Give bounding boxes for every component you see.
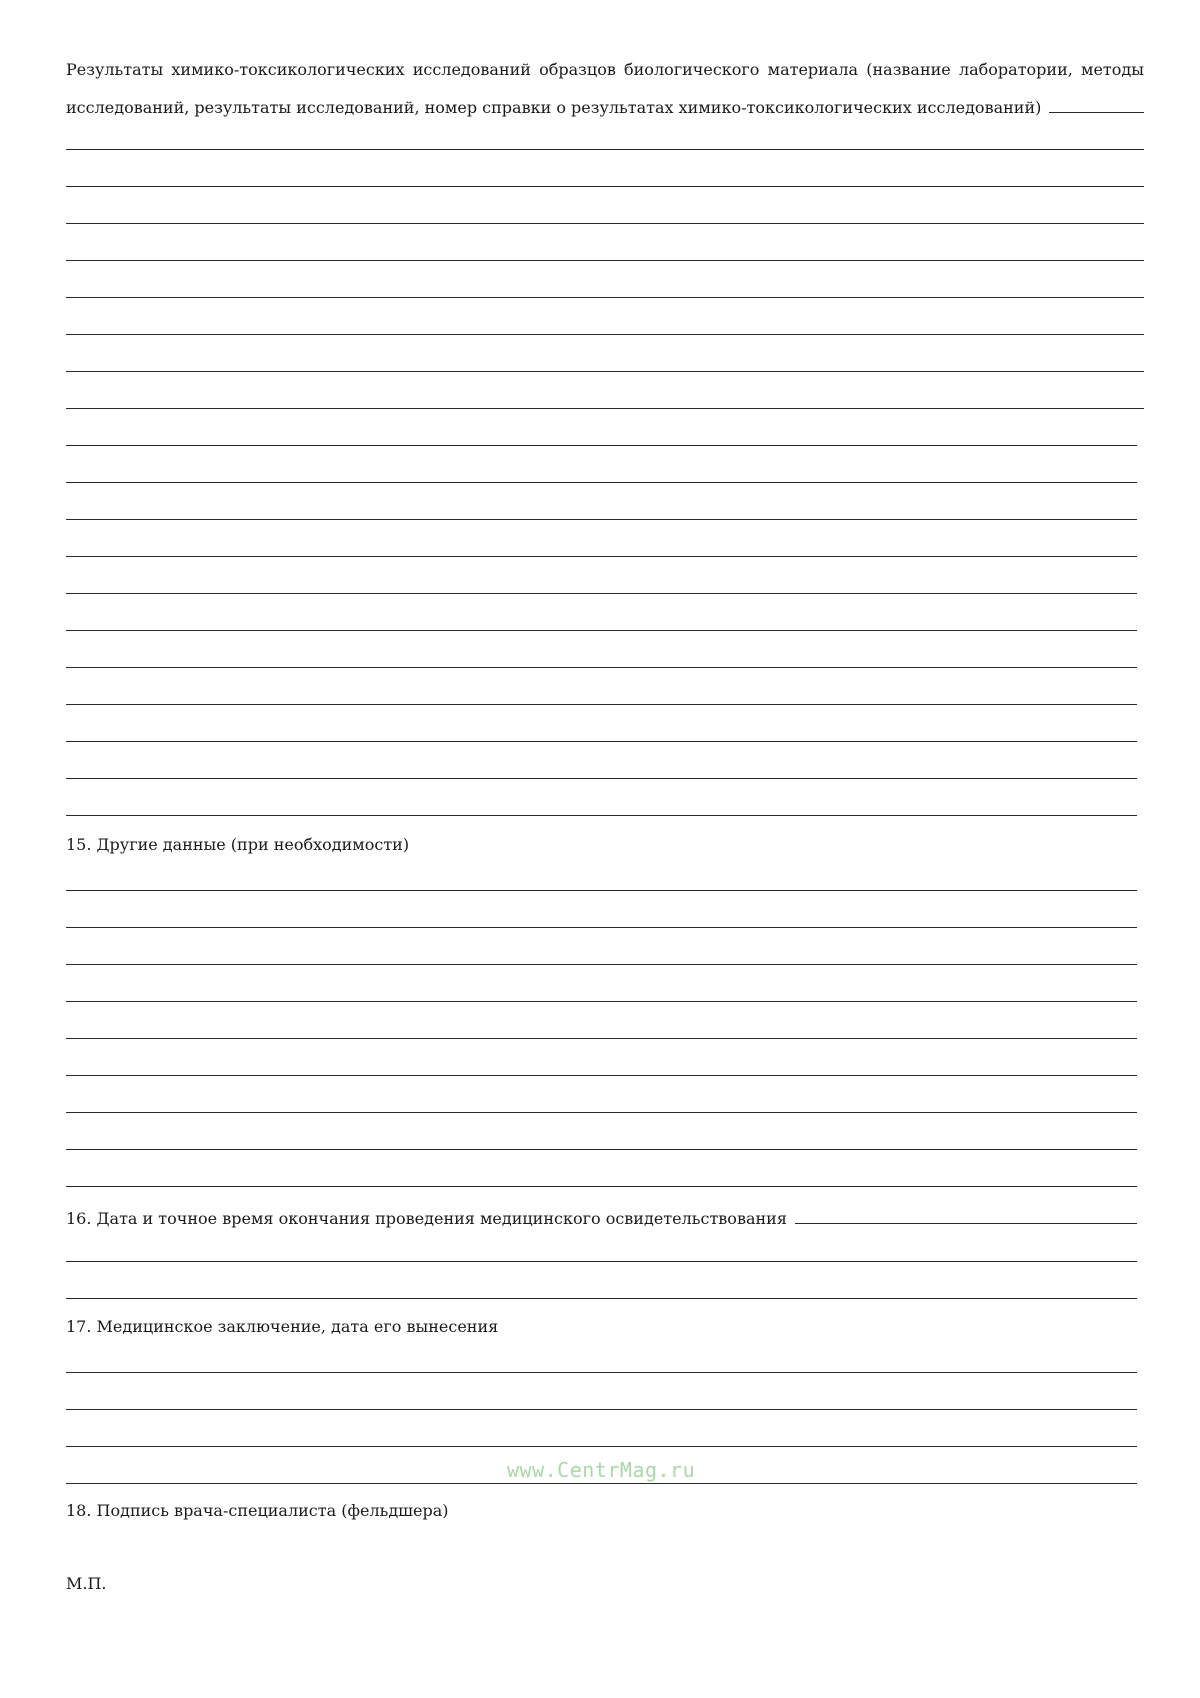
answer-line-14-5[interactable] — [66, 297, 1144, 298]
answer-line-14-18[interactable] — [66, 778, 1137, 779]
answer-line-14-9[interactable] — [66, 445, 1137, 446]
answer-line-14-8[interactable] — [66, 408, 1144, 409]
answer-line-15-8[interactable] — [66, 1149, 1137, 1150]
answer-line-14-19[interactable] — [66, 815, 1137, 816]
stamp-place-label: М.П. — [66, 1574, 107, 1593]
answer-line-15-1[interactable] — [66, 890, 1137, 891]
intro-text-line-2 — [66, 89, 1144, 127]
section-16-heading — [66, 1205, 1137, 1230]
answer-line-14-4[interactable] — [66, 260, 1144, 261]
section-17-heading: 17. Медицинское заключение, дата его вынесения — [66, 1317, 499, 1336]
intro-text-line-1: Результаты химико-токсикологических исследований образцов биологического материала (название лаборатории, методы — [66, 60, 1144, 79]
answer-line-14-12[interactable] — [66, 556, 1137, 557]
section-18-heading: 18. Подпись врача-специалиста (фельдшера) — [66, 1501, 449, 1520]
answer-line-14-15[interactable] — [66, 667, 1137, 668]
answer-line-16-0[interactable] — [795, 1205, 1137, 1224]
answer-line-14-14[interactable] — [66, 630, 1137, 631]
answer-line-14-11[interactable] — [66, 519, 1137, 520]
answer-line-17-1[interactable] — [66, 1372, 1137, 1373]
answer-line-14-13[interactable] — [66, 593, 1137, 594]
answer-line-14-2[interactable] — [66, 186, 1144, 187]
answer-line-14-16[interactable] — [66, 704, 1137, 705]
intro-text-line-2-label: исследований, результаты исследований, номер справки о результатах химико-токсикологических исследований) — [66, 98, 1042, 117]
answer-line-14-7[interactable] — [66, 371, 1144, 372]
section-15-heading: 15. Другие данные (при необходимости) — [66, 835, 410, 854]
answer-line-15-2[interactable] — [66, 927, 1137, 928]
answer-line-14-1[interactable] — [66, 149, 1144, 150]
answer-line-14-6[interactable] — [66, 334, 1144, 335]
answer-line-17-3[interactable] — [66, 1446, 1137, 1447]
answer-line-17-2[interactable] — [66, 1409, 1137, 1410]
answer-line-15-4[interactable] — [66, 1001, 1137, 1002]
answer-line-14-17[interactable] — [66, 741, 1137, 742]
answer-line-15-3[interactable] — [66, 964, 1137, 965]
answer-line-15-5[interactable] — [66, 1038, 1137, 1039]
intro-answer-line[interactable] — [1049, 92, 1144, 113]
answer-line-15-9[interactable] — [66, 1186, 1137, 1187]
answer-line-15-6[interactable] — [66, 1075, 1137, 1076]
answer-line-16-1[interactable] — [66, 1261, 1137, 1262]
answer-line-17-4[interactable] — [66, 1483, 1137, 1484]
section-16-label: 16. Дата и точное время окончания проведения медицинского освидетельствования — [66, 1209, 787, 1228]
watermark: www.CentrMag.ru — [507, 1458, 696, 1482]
answer-line-14-10[interactable] — [66, 482, 1137, 483]
answer-line-15-7[interactable] — [66, 1112, 1137, 1113]
answer-line-16-2[interactable] — [66, 1298, 1137, 1299]
answer-line-14-3[interactable] — [66, 223, 1144, 224]
